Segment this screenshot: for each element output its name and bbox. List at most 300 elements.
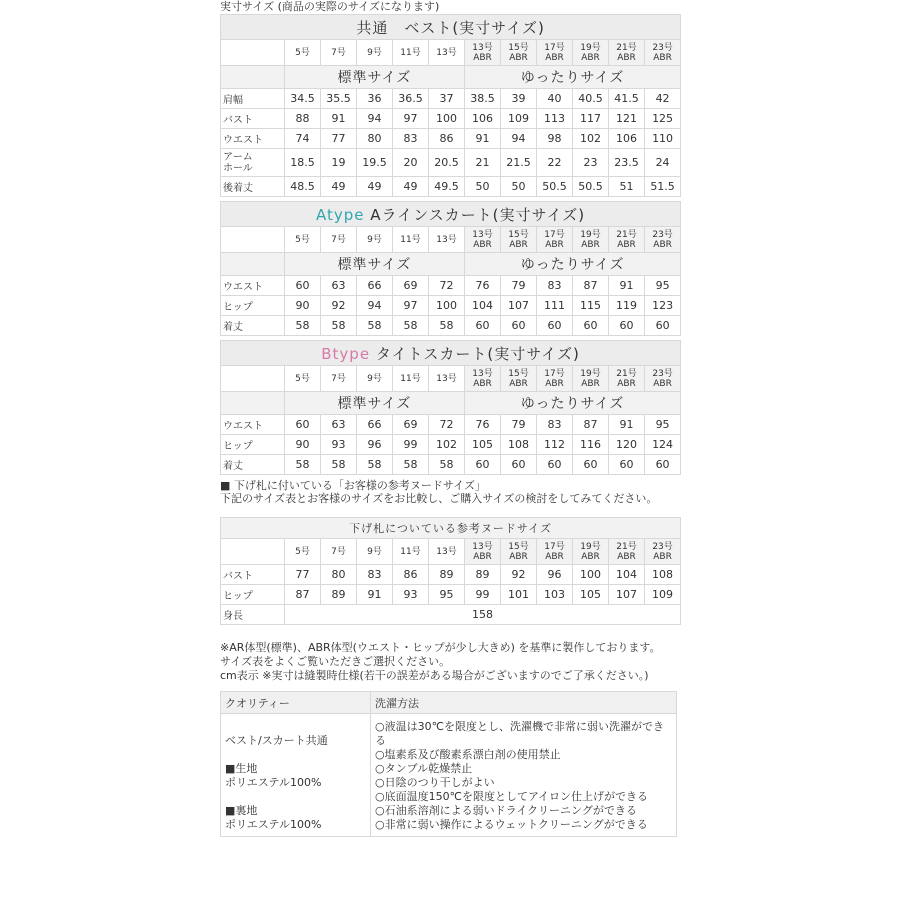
abr-size-label <box>501 539 537 565</box>
abr-size-label <box>537 40 573 66</box>
measure-value: 21 <box>465 149 501 177</box>
abr-size-label <box>609 40 645 66</box>
size-label: 5号 <box>285 40 321 66</box>
abr-size-line: ABR <box>653 239 672 250</box>
measure-value: 115 <box>573 296 609 316</box>
size-label: 7号 <box>321 366 357 392</box>
washing-header: 洗濯方法 <box>371 692 677 714</box>
abr-size-line: ABR <box>473 378 492 389</box>
measure-value: 99 <box>465 585 501 605</box>
measure-value: 108 <box>501 435 537 455</box>
size-label: 13号 <box>429 227 465 253</box>
measure-value: 87 <box>573 276 609 296</box>
lining-value: ポリエステル100% <box>225 818 322 831</box>
size-band-row <box>221 392 681 415</box>
measure-value: 58 <box>429 455 465 475</box>
size-label: 9号 <box>357 366 393 392</box>
skirt-a-table <box>220 201 681 336</box>
measure-value: 35.5 <box>321 89 357 109</box>
measure-row <box>221 177 681 197</box>
row-label-line: アーム <box>223 151 253 163</box>
measure-value: 89 <box>429 565 465 585</box>
abr-size-line: ABR <box>545 551 564 562</box>
measure-value: 95 <box>645 276 681 296</box>
measure-value: 124 <box>645 435 681 455</box>
measure-row <box>221 415 681 435</box>
table-title-text: タイトスカート(実寸サイズ) <box>370 344 580 363</box>
abr-size-line: 19号 <box>580 368 601 379</box>
measure-value: 58 <box>285 455 321 475</box>
band-empty-cell <box>221 66 285 89</box>
band-relaxed: ゆったりサイズ <box>465 392 681 415</box>
measure-value: 83 <box>537 276 573 296</box>
measure-value: 51.5 <box>645 177 681 197</box>
measure-value: 51 <box>609 177 645 197</box>
measure-value: 91 <box>465 129 501 149</box>
abr-size-line: 15号 <box>508 42 529 53</box>
nude-size-notes <box>220 479 682 505</box>
abr-size-label <box>537 227 573 253</box>
measure-value: 19.5 <box>357 149 393 177</box>
measure-value: 100 <box>573 565 609 585</box>
abr-size-line: ABR <box>617 239 636 250</box>
abr-size-line: ABR <box>617 551 636 562</box>
measure-value: 102 <box>429 435 465 455</box>
abr-size-label <box>573 40 609 66</box>
measure-value: 105 <box>573 585 609 605</box>
measure-value: 79 <box>501 415 537 435</box>
measure-value: 119 <box>609 296 645 316</box>
corner-cell <box>221 40 285 66</box>
corner-cell <box>221 366 285 392</box>
measure-value: 96 <box>537 565 573 585</box>
washing-cell <box>371 714 677 837</box>
measure-value: 60 <box>537 316 573 336</box>
corner-cell <box>221 539 285 565</box>
measure-value: 94 <box>501 129 537 149</box>
measure-value: 80 <box>357 129 393 149</box>
abr-size-line: 19号 <box>580 229 601 240</box>
measure-value: 116 <box>573 435 609 455</box>
abr-size-line: ABR <box>545 52 564 63</box>
measure-value: 74 <box>285 129 321 149</box>
measure-row <box>221 129 681 149</box>
measure-value: 21.5 <box>501 149 537 177</box>
abr-size-label <box>573 539 609 565</box>
measure-value: 93 <box>321 435 357 455</box>
measure-value: 106 <box>465 109 501 129</box>
size-label: 13号 <box>429 366 465 392</box>
measure-value: 42 <box>645 89 681 109</box>
wash-instruction: ○底面温度150℃を限度としてアイロン仕上げができる <box>375 790 648 803</box>
measure-value: 60 <box>645 455 681 475</box>
measure-value: 91 <box>357 585 393 605</box>
size-label: 9号 <box>357 40 393 66</box>
band-relaxed: ゆったりサイズ <box>465 253 681 276</box>
abr-size-line: ABR <box>581 551 600 562</box>
size-label: 11号 <box>393 539 429 565</box>
measure-value: 96 <box>357 435 393 455</box>
measure-value: 58 <box>393 455 429 475</box>
measure-value: 83 <box>537 415 573 435</box>
measure-value: 109 <box>645 585 681 605</box>
footnote-line: ※AR体型(標準)、ABR体型(ウエスト・ヒップが少し大きめ) を基準に製作しております。 <box>220 641 661 654</box>
abr-size-label <box>609 227 645 253</box>
abr-size-label <box>645 40 681 66</box>
measure-value: 60 <box>609 455 645 475</box>
measure-value: 112 <box>537 435 573 455</box>
size-chart-page <box>220 0 682 837</box>
abr-size-line: 13号 <box>472 229 493 240</box>
size-header-row <box>221 227 681 253</box>
measure-value: 66 <box>357 276 393 296</box>
measure-value: 83 <box>357 565 393 585</box>
wash-instruction: ○非常に弱い操作によるウェットクリーニングができる <box>375 818 648 831</box>
measure-value: 86 <box>429 129 465 149</box>
band-standard: 標準サイズ <box>285 66 465 89</box>
abr-size-line: ABR <box>581 52 600 63</box>
measure-value: 23.5 <box>609 149 645 177</box>
band-relaxed: ゆったりサイズ <box>465 66 681 89</box>
size-label: 5号 <box>285 227 321 253</box>
row-label: 肩幅 <box>221 89 285 109</box>
measure-value: 105 <box>465 435 501 455</box>
measure-value: 48.5 <box>285 177 321 197</box>
nude-title: 下げ札についている参考ヌードサイズ <box>221 518 681 539</box>
row-label: 後着丈 <box>221 177 285 197</box>
quality-cell <box>221 714 371 837</box>
measure-value: 58 <box>285 316 321 336</box>
measure-value: 49 <box>357 177 393 197</box>
abr-size-line: ABR <box>581 378 600 389</box>
measure-value: 80 <box>321 565 357 585</box>
size-label: 7号 <box>321 539 357 565</box>
measure-value: 39 <box>501 89 537 109</box>
measure-value: 40.5 <box>573 89 609 109</box>
measure-value: 99 <box>393 435 429 455</box>
abr-size-label <box>465 366 501 392</box>
quality-common: ベスト/スカート共通 <box>225 734 328 747</box>
measure-value: 66 <box>357 415 393 435</box>
measure-value: 110 <box>645 129 681 149</box>
abr-size-label <box>465 227 501 253</box>
table-title <box>221 15 681 40</box>
measure-value: 100 <box>429 296 465 316</box>
header-note: 実寸サイズ (商品の実際のサイズになります) <box>220 0 440 13</box>
measure-value: 58 <box>321 455 357 475</box>
measure-value: 93 <box>393 585 429 605</box>
row-label: 着丈 <box>221 455 285 475</box>
abr-size-label <box>573 366 609 392</box>
measure-value: 18.5 <box>285 149 321 177</box>
measure-value: 63 <box>321 276 357 296</box>
corner-cell <box>221 227 285 253</box>
abr-size-line: ABR <box>545 378 564 389</box>
measure-value: 20 <box>393 149 429 177</box>
abr-size-line: ABR <box>653 378 672 389</box>
size-header-row <box>221 40 681 66</box>
measure-value: 91 <box>609 415 645 435</box>
measure-value: 90 <box>285 435 321 455</box>
measure-value: 95 <box>645 415 681 435</box>
measure-value: 107 <box>609 585 645 605</box>
measure-row <box>221 316 681 336</box>
measure-value: 60 <box>609 316 645 336</box>
measure-value: 50 <box>501 177 537 197</box>
abr-size-line: 21号 <box>616 541 637 552</box>
measure-value: 22 <box>537 149 573 177</box>
abr-size-label <box>645 366 681 392</box>
abr-size-line: ABR <box>653 551 672 562</box>
measure-value: 97 <box>393 296 429 316</box>
measure-value: 97 <box>393 109 429 129</box>
abr-size-line: ABR <box>581 239 600 250</box>
measure-value: 88 <box>285 109 321 129</box>
abr-size-line: 21号 <box>616 229 637 240</box>
measure-value: 63 <box>321 415 357 435</box>
measure-value: 106 <box>609 129 645 149</box>
measure-value: 79 <box>501 276 537 296</box>
fabric-value: ポリエステル100% <box>225 776 322 789</box>
row-label: バスト <box>221 565 285 585</box>
wash-instruction: ○塩素系及び酸素系漂白剤の使用禁止 <box>375 748 561 761</box>
wash-instruction: ○日陰のつり干しがよい <box>375 776 495 789</box>
wash-instruction: ○液温は30℃を限度とし、洗濯機で非常に弱い洗濯ができる <box>375 720 664 747</box>
row-label: ウエスト <box>221 276 285 296</box>
measure-value: 77 <box>285 565 321 585</box>
measure-value: 100 <box>429 109 465 129</box>
row-label: ウエスト <box>221 415 285 435</box>
measure-value: 83 <box>393 129 429 149</box>
type-label: Atype <box>316 205 365 224</box>
measure-row <box>221 455 681 475</box>
measure-row <box>221 565 681 585</box>
table-title-row <box>221 341 681 366</box>
measure-value: 107 <box>501 296 537 316</box>
measure-row <box>221 585 681 605</box>
size-label: 9号 <box>357 227 393 253</box>
measure-value: 101 <box>501 585 537 605</box>
measure-value: 58 <box>357 455 393 475</box>
measure-value: 50 <box>465 177 501 197</box>
measure-value: 69 <box>393 415 429 435</box>
measure-value: 98 <box>537 129 573 149</box>
table-title-text: 共通 ベスト(実寸サイズ) <box>356 18 545 37</box>
quality-table <box>220 691 677 837</box>
measure-value: 89 <box>321 585 357 605</box>
band-standard: 標準サイズ <box>285 253 465 276</box>
size-header-row <box>221 366 681 392</box>
abr-size-line: 17号 <box>544 368 565 379</box>
measure-value: 95 <box>429 585 465 605</box>
abr-size-line: 17号 <box>544 541 565 552</box>
row-label: 着丈 <box>221 316 285 336</box>
abr-size-line: ABR <box>617 378 636 389</box>
measure-value: 125 <box>645 109 681 129</box>
measure-value: 92 <box>321 296 357 316</box>
abr-size-label <box>465 40 501 66</box>
row-label: バスト <box>221 109 285 129</box>
abr-size-label <box>645 227 681 253</box>
measure-row <box>221 435 681 455</box>
note-line: 下記のサイズ表とお客様のサイズをお比較し、ご購入サイズの検討をしてみてください。 <box>220 492 658 505</box>
abr-size-line: ABR <box>473 551 492 562</box>
measure-value: 60 <box>645 316 681 336</box>
abr-size-line: 19号 <box>580 42 601 53</box>
measure-value: 90 <box>285 296 321 316</box>
measure-value: 123 <box>645 296 681 316</box>
size-band-row <box>221 66 681 89</box>
size-label: 13号 <box>429 539 465 565</box>
measure-value: 102 <box>573 129 609 149</box>
lining-heading: ■裏地 <box>225 804 258 817</box>
size-label: 5号 <box>285 366 321 392</box>
type-label: Btype <box>321 344 371 363</box>
abr-size-line: ABR <box>545 239 564 250</box>
measure-row <box>221 109 681 129</box>
size-label: 9号 <box>357 539 393 565</box>
abr-size-line: 15号 <box>508 541 529 552</box>
measure-value: 91 <box>321 109 357 129</box>
measure-row <box>221 276 681 296</box>
skirt-b-table <box>220 340 681 475</box>
measure-value: 60 <box>573 316 609 336</box>
measure-value: 104 <box>609 565 645 585</box>
measure-value: 87 <box>285 585 321 605</box>
abr-size-line: 21号 <box>616 42 637 53</box>
abr-size-label <box>609 539 645 565</box>
measure-value: 58 <box>357 316 393 336</box>
row-label: ウエスト <box>221 129 285 149</box>
abr-size-label <box>501 366 537 392</box>
measure-value: 60 <box>465 455 501 475</box>
table-title <box>221 341 681 366</box>
footnote-line: サイズ表をよくご覧いただきご選択ください。 <box>220 655 451 668</box>
abr-size-line: ABR <box>653 52 672 63</box>
note-line: ■ 下げ札に付いている「お客様の参考ヌードサイズ」 <box>220 479 487 492</box>
measure-value: 49 <box>393 177 429 197</box>
abr-size-line: 19号 <box>580 541 601 552</box>
abr-size-line: 21号 <box>616 368 637 379</box>
measure-value: 24 <box>645 149 681 177</box>
size-label: 11号 <box>393 227 429 253</box>
nude-title-row <box>221 518 681 539</box>
measure-value: 60 <box>465 316 501 336</box>
band-standard: 標準サイズ <box>285 392 465 415</box>
measure-value: 38.5 <box>465 89 501 109</box>
abr-size-line: 13号 <box>472 368 493 379</box>
abr-size-line: ABR <box>617 52 636 63</box>
abr-size-label <box>537 366 573 392</box>
measure-value: 41.5 <box>609 89 645 109</box>
measure-value: 109 <box>501 109 537 129</box>
size-label: 7号 <box>321 40 357 66</box>
measure-value: 19 <box>321 149 357 177</box>
size-label: 5号 <box>285 539 321 565</box>
measure-value: 117 <box>573 109 609 129</box>
table-title <box>221 202 681 227</box>
measure-value: 86 <box>393 565 429 585</box>
height-value: 158 <box>285 605 681 625</box>
measure-value: 58 <box>321 316 357 336</box>
measure-row <box>221 89 681 109</box>
table-title-row <box>221 15 681 40</box>
measure-row <box>221 149 681 177</box>
measure-value: 60 <box>285 415 321 435</box>
abr-size-line: ABR <box>509 378 528 389</box>
height-row <box>221 605 681 625</box>
quality-header: クオリティー <box>221 692 371 714</box>
measure-value: 77 <box>321 129 357 149</box>
measure-value: 60 <box>285 276 321 296</box>
band-empty-cell <box>221 392 285 415</box>
nude-size-table <box>220 517 681 625</box>
row-label-line: ホール <box>223 162 253 174</box>
measure-value: 121 <box>609 109 645 129</box>
measure-value: 76 <box>465 415 501 435</box>
band-empty-cell <box>221 253 285 276</box>
measure-row <box>221 296 681 316</box>
measure-value: 37 <box>429 89 465 109</box>
size-label: 7号 <box>321 227 357 253</box>
measure-value: 91 <box>609 276 645 296</box>
measure-value: 36 <box>357 89 393 109</box>
abr-size-label <box>609 366 645 392</box>
row-label: ヒップ <box>221 585 285 605</box>
table-title-row <box>221 202 681 227</box>
measure-value: 108 <box>645 565 681 585</box>
wash-instruction: ○タンブル乾燥禁止 <box>375 762 473 775</box>
row-label: ヒップ <box>221 296 285 316</box>
measure-value: 94 <box>357 296 393 316</box>
footnotes <box>220 641 682 683</box>
size-label: 11号 <box>393 366 429 392</box>
measure-value: 72 <box>429 276 465 296</box>
measure-value: 60 <box>501 316 537 336</box>
wash-instruction: ○石油系溶剤による弱いドライクリーニングができる <box>375 804 637 817</box>
abr-size-line: ABR <box>473 239 492 250</box>
abr-size-label <box>501 227 537 253</box>
abr-size-line: ABR <box>509 52 528 63</box>
size-label: 13号 <box>429 40 465 66</box>
measure-value: 50.5 <box>573 177 609 197</box>
row-label: 身長 <box>221 605 285 625</box>
abr-size-label <box>501 40 537 66</box>
measure-value: 40 <box>537 89 573 109</box>
measure-value: 120 <box>609 435 645 455</box>
footnote-line: cm表示 ※実寸は縫製時仕様(若干の誤差がある場合がございますのでご了承ください。) <box>220 669 649 682</box>
abr-size-line: 23号 <box>652 541 673 552</box>
measure-value: 76 <box>465 276 501 296</box>
row-label <box>221 149 285 177</box>
measure-value: 58 <box>393 316 429 336</box>
abr-size-line: ABR <box>473 52 492 63</box>
measure-value: 60 <box>501 455 537 475</box>
abr-size-label <box>537 539 573 565</box>
abr-size-line: 23号 <box>652 368 673 379</box>
abr-size-line: 17号 <box>544 229 565 240</box>
measure-value: 36.5 <box>393 89 429 109</box>
measure-value: 50.5 <box>537 177 573 197</box>
measure-value: 60 <box>537 455 573 475</box>
measure-value: 103 <box>537 585 573 605</box>
abr-size-line: 15号 <box>508 368 529 379</box>
measure-value: 94 <box>357 109 393 129</box>
measure-value: 89 <box>465 565 501 585</box>
abr-size-label <box>573 227 609 253</box>
abr-size-line: 15号 <box>508 229 529 240</box>
measure-value: 72 <box>429 415 465 435</box>
